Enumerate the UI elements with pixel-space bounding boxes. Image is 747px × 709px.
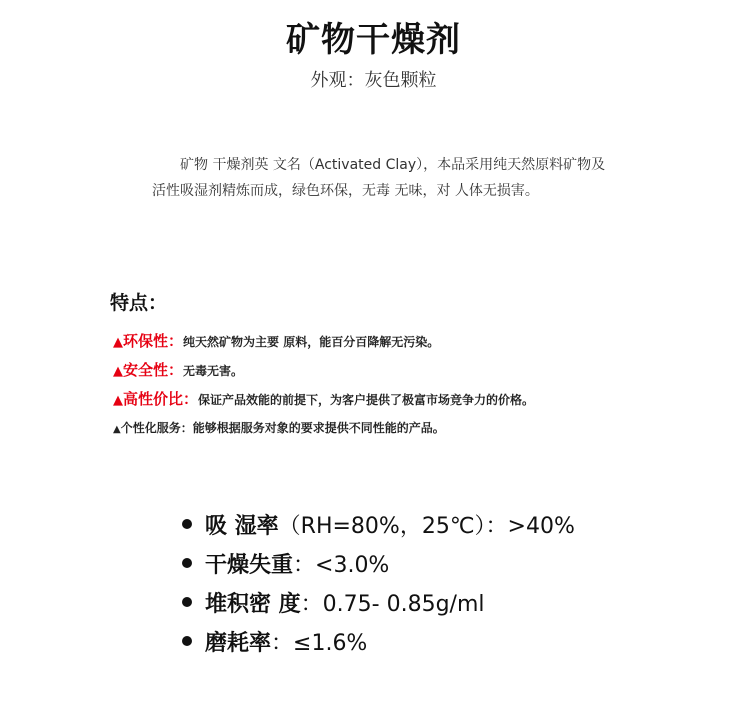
intro-paragraph: [152, 152, 712, 204]
spec-name: 干燥失重: [205, 553, 294, 578]
feature-text: 纯天然矿物为主要 原料，能百分百降解无污染。: [183, 335, 440, 349]
feature-item-value: [113, 386, 534, 415]
spec-item-drying-loss: [182, 548, 575, 587]
bullet-icon: [182, 636, 192, 646]
triangle-icon: ▲: [113, 393, 123, 408]
feature-item-safety: [113, 357, 534, 386]
spec-list: [182, 509, 575, 665]
spec-item-absorption: [182, 509, 575, 548]
feature-label: 高性价比：: [123, 390, 199, 408]
triangle-icon: ▲: [113, 364, 123, 379]
feature-label: 安全性：: [123, 361, 184, 379]
spec-name: 堆积密 度: [205, 592, 301, 617]
spec-name: 吸 湿率: [205, 514, 279, 539]
appearance-subtitle: 外观：灰色颗粒: [310, 70, 437, 91]
triangle-icon: ▲: [113, 424, 121, 435]
spec-item-attrition: [182, 626, 575, 665]
feature-label: 个性化服务：: [120, 421, 193, 435]
feature-item-custom: [113, 415, 534, 444]
spec-value: （RH=80%，25℃）：>40%: [278, 514, 575, 539]
spec-value: ：0.75- 0.85g/ml: [300, 592, 485, 617]
feature-item-eco: [113, 328, 534, 357]
intro-line-1: 矿物 干燥剂英 文名（Activated Clay），本品采用纯天然原料矿物及: [180, 157, 606, 173]
page-title: 矿物干燥剂: [286, 20, 461, 60]
bullet-icon: [182, 519, 192, 529]
bullet-icon: [182, 558, 192, 568]
spec-value: ：≤1.6%: [271, 631, 368, 656]
features-list: [113, 328, 534, 444]
features-heading: 特点：: [110, 292, 168, 314]
bullet-icon: [182, 597, 192, 607]
feature-label: 环保性：: [123, 332, 184, 350]
feature-text: 无毒无害。: [183, 364, 244, 378]
intro-line-2: 活性吸湿剂精炼而成，绿色环保，无毒 无味，对 人体无损害。: [152, 183, 539, 199]
spec-item-bulk-density: [182, 587, 575, 626]
spec-value: ：<3.0%: [293, 553, 390, 578]
feature-text: 保证产品效能的前提下，为客户提供了极富市场竞争力的价格。: [198, 393, 535, 407]
triangle-icon: ▲: [113, 335, 123, 350]
spec-name: 磨耗率: [205, 631, 272, 656]
feature-text: 能够根据服务对象的要求提供不同性能的产品。: [192, 421, 445, 435]
